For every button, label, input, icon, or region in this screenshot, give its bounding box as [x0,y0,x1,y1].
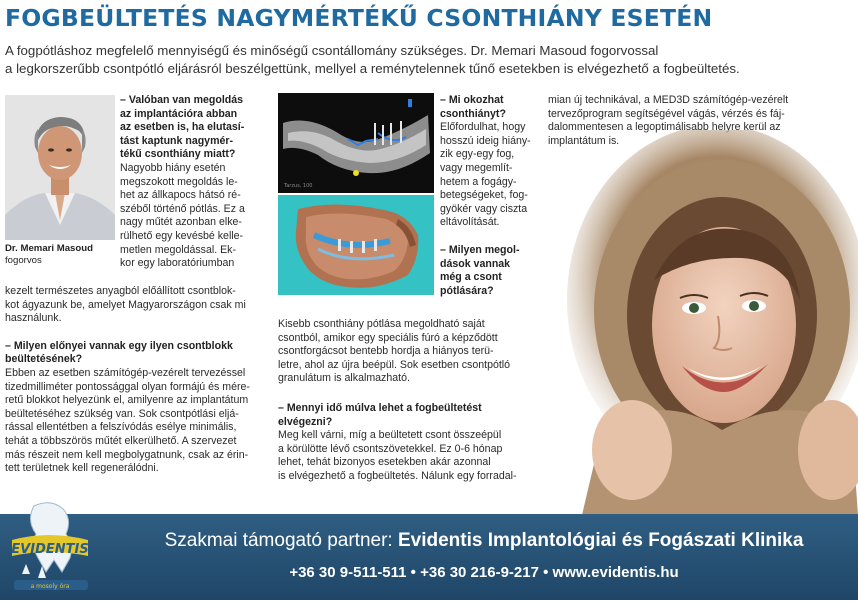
answer-line: gyökér vagy ciszta [440,202,528,215]
ct-scan-image [278,93,434,193]
jaw-3d-render [278,195,434,295]
answer-line: rülhető egy kevésbé kelle- [120,229,244,242]
answer-line: tervezőprogram segítségével vágás, vérzés és fáj- [548,107,785,120]
answer-line: kor egy laboratóriumban [120,257,235,270]
question-line: dások vannak [440,257,511,270]
question-line: pótlására? [440,284,494,297]
question-line: – Mi okozhat [440,94,504,106]
answer-line: Nagyobb hiány esetén [120,161,226,174]
answer-line: letre, ahol az újra beépül. Sok esetben csontpótló [278,358,511,371]
partner-label: Szakmai támogató partner: [164,530,393,551]
answer-line: nagy műtét azonban elke- [120,216,242,229]
interview-col2-narrow [440,94,540,298]
article-title: FOGBEÜLTETÉS NAGYMÉRTÉKŰ CSONTHIÁNY ESETÉN [5,4,713,32]
evidentis-logo [4,500,94,600]
answer-line: tett területnek kell regenerálódni. [5,462,159,475]
answer-line: zik egy-egy fog, [440,148,515,161]
answer-line: het az állkapocs hátsó ré- [120,189,241,202]
answer-line: eltávolítását. [440,216,500,229]
question-line: az implantációra abban [120,107,238,120]
answer-line: használunk. [5,312,62,325]
question-line: az esetben is, ha elutasí- [120,121,245,134]
question-line: csonthiányt? [440,107,506,120]
answer-line: vagy megemlít- [440,161,513,174]
clinic-name: Evidentis Implantológiai és Fogászati Klinika [397,530,804,551]
interview-col1-body [5,285,270,476]
question-line: még a csont [440,271,502,284]
lead-line: a legkorszerűbb csontpótló eljárásról beszélgettünk, mellyel a reménytelennek tűnő esetekben is elvégezhető a fogbeültetés. [5,61,740,76]
answer-line: kot ágyazunk be, amelyet Magyarországon csak mi [5,298,246,311]
answer-line: tehát a többszörös műtét elkerülhető. A szervezet [5,434,237,447]
interview-q1 [120,94,270,271]
answer-line: lehet, tehát bizonyos esetekben akár azonnal [278,456,491,469]
answer-line: tizedmilliméter pontossággal olyan formájú és mére- [5,380,250,393]
answer-line: Kisebb csonthiány pótlása megoldható saját [278,318,485,330]
answer-line: széből történő pótlás. Ez a [120,202,245,215]
answer-line: rással ellentétben a felszívódás esélye minimális, [5,421,237,434]
answer-line: granulátum is alkalmazható. [278,372,410,385]
answer-line: csontból, amikor egy speciális fúró a képződött [278,331,498,344]
answer-line: más részeit nem kell megbolygatnunk, csak az érin- [5,448,249,461]
answer-line: metlen megoldással. Ek- [120,243,236,256]
question-line: elvégezni? [278,415,333,428]
contact-info: +36 30 9-511-511 • +36 30 216-9-217 • www.evidentis.hu [289,564,679,581]
answer-line: betegségeket, fog- [440,189,528,202]
smiling-woman-photo [542,130,858,515]
question-line: – Valóban van megoldás [120,94,244,106]
answer-line: retű blokkot helyezünk el, amilyenre az implantátum [5,394,249,407]
answer-line: mian új technikával, a MED3D számítógép-vezérelt [548,94,789,106]
answer-line: Meg kell várni, míg a beültetett csont összeépül [278,429,502,442]
answer-line: implantátum is. [548,134,620,147]
answer-line: dalommentesen a legoptimálisabb helyre kerül az [548,121,781,134]
answer-line: is elvégezhető a fogbeültetés. Nálunk egy forradal- [278,469,517,482]
question-line: tékű csonthiány miatt? [120,148,236,161]
article-lead [5,42,855,78]
answer-line: hosszú ideig hiány- [440,134,531,147]
question-line: – Mennyi idő múlva lehet a fogbeültetést [278,401,482,414]
answer-line: hetem a fogágy- [440,175,517,188]
doctor-name: Dr. Memari Masoud [5,243,93,254]
answer-line: Ebben az esetben számítógép-vezérelt tervezéssel [5,366,246,379]
lead-line: A fogpótláshoz megfelelő mennyiségű és minőségű csontállomány szükséges. Dr. Memari Masoud fogorvossal [5,43,659,58]
scan-label: Tarzus, 100 [284,183,313,189]
answer-line: a körülötte lévő csontszövetekkel. Ez 0-6 hónap [278,442,503,455]
doctor-portrait [5,95,115,240]
answer-line: megszokott megoldás le- [120,175,238,188]
question-line: tást kaptunk nagymér- [120,134,234,147]
answer-line: Előfordulhat, hogy [440,121,526,134]
question-line: beültetésének? [5,353,83,366]
question-line: – Milyen megol- [440,243,520,256]
footer-banner [0,514,858,600]
answer-line: beültetéséhez szükség van. Sok csontpótlási eljá- [5,407,239,420]
question-line: – Milyen előnyei vannak egy ilyen csontblokk [5,339,233,352]
answer-line: kezelt természetes anyagból előállított csontblok- [5,285,236,297]
partner-line [110,530,858,552]
interview-col2-body [278,318,540,484]
logo-text: EVIDENTIS [11,542,89,557]
doctor-role: fogorvos [5,255,42,266]
logo-slogan: a mosoly óra [30,583,70,590]
answer-line: csontforgácsot bentebb hordja a hiányos terü- [278,345,494,358]
